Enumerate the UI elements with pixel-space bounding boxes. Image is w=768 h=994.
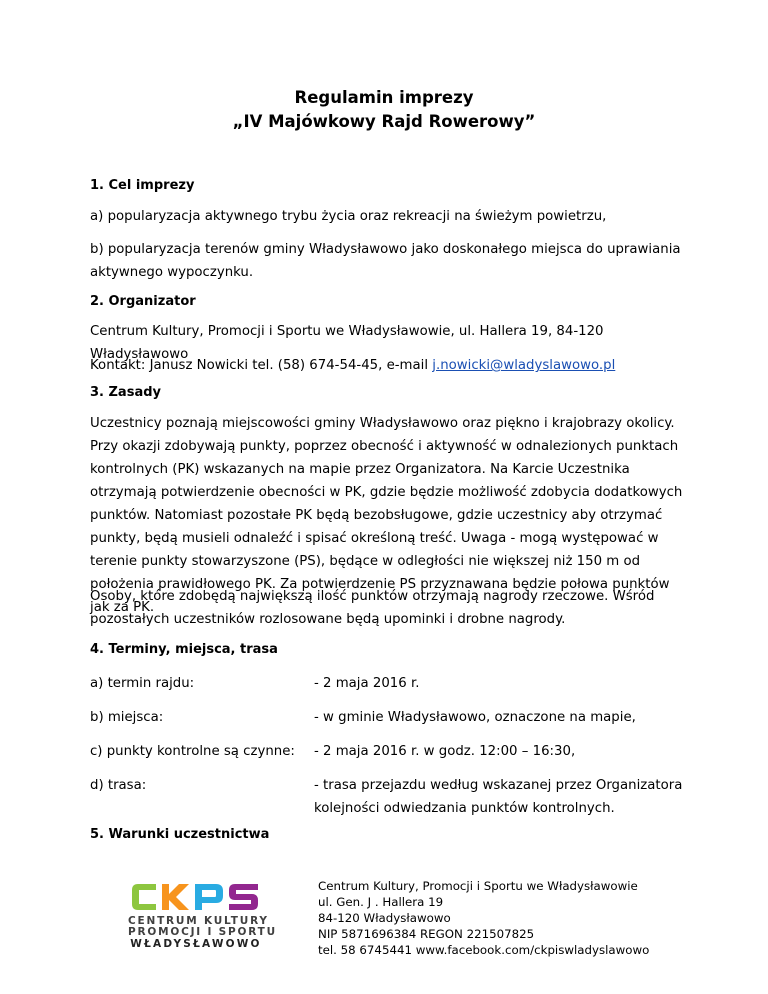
schedule-label-route: d) trasa: xyxy=(90,778,147,793)
rules-paragraph-1: Uczestnicy poznają miejscowości gminy Władysławowo oraz piękno i krajobrazy okolicy. Przy okazji zdobywają punkty, poprzez obecność i aktywność w odnalezionych punktach kontrolnych (PK) wskazanych na mapie przez Organizatora. Na Karcie Uczestnika otrzymają potwierdzenie obecności w PK, gdzie będzie możliwość zdobycia dodatkowych punktów. Natomiast pozostałe PK będą bezobsługowe, gdzie uczestnicy aby otrzymać punkty, będą musieli odnaleźć i spisać określoną treść. Uwaga - mogą występować w terenie punkty stowarzyszone (PS), będące w odległości nie większej niż 150 m od położenia prawidłowego PK. Za potwierdzenie PS przyznawana będzie połowa punktów jak za PK. xyxy=(90,416,683,615)
schedule-label-checkpoints: c) punkty kontrolne są czynne: xyxy=(90,744,295,759)
document-title: Regulamin imprezy xyxy=(294,88,474,107)
schedule-value-checkpoints: - 2 maja 2016 r. w godz. 12:00 – 16:30, xyxy=(314,744,576,759)
organizer-text: Centrum Kultury, Promocji i Sportu we Władysławowie, ul. Hallera 19, 84-120 Władysławowo xyxy=(90,324,604,362)
contact-line xyxy=(90,354,690,377)
section-5-heading: 5. Warunki uczestnictwa xyxy=(90,827,270,842)
section-1-point-b: b) popularyzacja terenów gminy Władysławowo jako doskonałego miejsca do uprawiania aktywnego wypoczynku. xyxy=(90,242,681,280)
footer-line: Centrum Kultury, Promocji i Sportu we Władysławowie xyxy=(318,879,638,893)
section-4-heading: 4. Terminy, miejsca, trasa xyxy=(90,642,278,657)
email-link[interactable]: j.nowicki@wladyslawowo.pl xyxy=(432,358,616,373)
ckps-letters-icon xyxy=(128,880,264,914)
schedule-value-places: - w gminie Władysławowo, oznaczone na mapie, xyxy=(314,710,636,725)
schedule-value-date: - 2 maja 2016 r. xyxy=(314,676,420,691)
footer-line: ul. Gen. J . Hallera 19 xyxy=(318,895,444,909)
schedule-label-date: a) termin rajdu: xyxy=(90,676,195,691)
footer-address xyxy=(318,878,649,958)
logo-text-line-3: WŁADYSŁAWOWO xyxy=(130,938,262,950)
schedule-value-route: - trasa przejazdu według wskazanej przez Organizatora kolejności odwiedzania punktów kontrolnych. xyxy=(314,778,683,816)
logo-text-line-2: PROMOCJI I SPORTU xyxy=(128,926,277,938)
schedule-label-places: b) miejsca: xyxy=(90,710,164,725)
contact-prefix: Kontakt: Janusz Nowicki tel. (58) 674-54-45, e-mail xyxy=(90,358,433,373)
footer-line: tel. 58 6745441 www.facebook.com/ckpiswladyslawowo xyxy=(318,943,650,957)
rules-paragraph-2: Osoby, które zdobędą największą ilość punktów otrzymają nagrody rzeczowe. Wśród pozostałych uczestników rozlosowane będą upominki i drobne nagrody. xyxy=(90,589,655,627)
section-1-heading: 1. Cel imprezy xyxy=(90,178,195,193)
section-3-heading: 3. Zasady xyxy=(90,385,161,400)
section-1-point-a: a) popularyzacja aktywnego trybu życia oraz rekreacji na świeżym powietrzu, xyxy=(90,209,607,224)
footer-line: 84-120 Władysławowo xyxy=(318,911,451,925)
ckps-logo xyxy=(128,880,277,950)
document-subtitle: „IV Majówkowy Rajd Rowerowy” xyxy=(232,112,536,131)
logo-text-line-1: CENTRUM KULTURY xyxy=(128,915,269,927)
section-2-heading: 2. Organizator xyxy=(90,294,196,309)
footer-line: NIP 5871696384 REGON 221507825 xyxy=(318,927,535,941)
